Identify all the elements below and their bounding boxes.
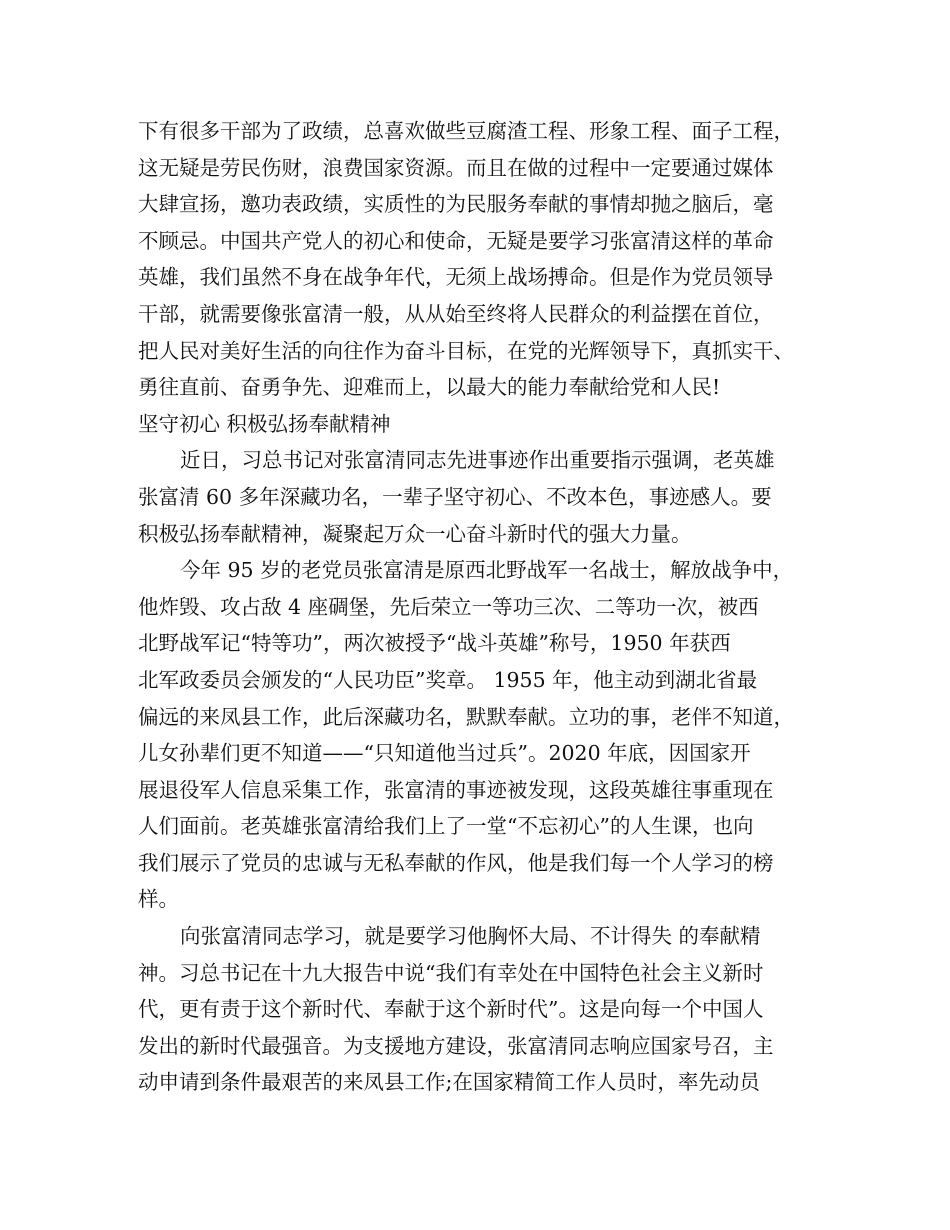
text-line: 张富清 60 多年深藏功名，一辈子坚守初心、不改本色，事迹感人。要 [138, 484, 772, 509]
section-heading: 坚守初心 积极弘扬奉献精神 [138, 411, 391, 436]
text-line: 他炸毁、攻占敌 4 座碉堡，先后荣立一等功三次、二等功一次，被西 [138, 594, 759, 619]
text-line: 人们面前。老英雄张富清给我们上了一堂“不忘初心”的人生课，也向 [138, 814, 754, 839]
text-line: 动申请到条件最艰苦的来凤县工作;在国家精简工作人员时，率先动员 [138, 1070, 760, 1095]
text-line: 发出的新时代最强音。为支援地方建设，张富清同志响应国家号召，主 [138, 1033, 774, 1058]
text-line: 不顾忌。中国共产党人的初心和使命，无疑是要学习张富清这样的革命 [138, 228, 774, 253]
text-line: 英雄，我们虽然不身在战争年代，无须上战场搏命。但是作为党员领导 [138, 265, 774, 290]
text-line: 偏远的来凤县工作，此后深藏功名，默默奉献。立功的事，老伴不知道， [138, 704, 794, 729]
text-line: 神。习总书记在十九大报告中说“我们有幸处在中国特色社会主义新时 [138, 960, 764, 985]
text-line: 北野战军记“特等功”，两次被授予“战斗英雄”称号，1950 年获西 [138, 631, 731, 656]
text-line: 下有很多干部为了政绩，总喜欢做些豆腐渣工程、形象工程、面子工程， [138, 119, 794, 143]
text-line: 我们展示了党员的忠诚与无私奉献的作风，他是我们每一个人学习的榜 [138, 850, 774, 875]
text-line: 近日，习总书记对张富清同志先进事迹作出重要指示强调，老英雄 [180, 448, 775, 473]
text-line: 今年 95 岁的老党员张富清是原西北野战军一名战士，解放战争中， [180, 558, 794, 583]
text-line: 向张富清同志学习，就是要学习他胸怀大局、不计得失 的奉献精 [180, 924, 761, 949]
text-line: 把人民对美好生活的向往作为奋斗目标，在党的光辉领导下，真抓实干、 [138, 338, 794, 363]
text-line: 勇往直前、奋勇争先、迎难而上，以最大的能力奉献给党和人民! [138, 375, 721, 400]
document-page [138, 113, 828, 1101]
text-line: 这无疑是劳民伤财，浪费国家资源。而且在做的过程中一定要通过媒体 [138, 155, 774, 180]
text-line: 代，更有责于这个新时代、奉献于这个新时代”。这是向每一个中国人 [138, 997, 764, 1022]
text-line: 样。 [138, 887, 179, 912]
text-line: 积极弘扬奉献精神，凝聚起万众一心奋斗新时代的强大力量。 [138, 521, 692, 546]
text-line: 北军政委员会颁发的“人民功臣”奖章。 1955 年，他主动到湖北省最 [138, 667, 758, 692]
text-line: 大肆宣扬，邀功表政绩，实质性的为民服务奉献的事情却抛之脑后，毫 [138, 192, 774, 217]
text-line: 干部，就需要像张富清一般，从从始至终将人民群众的利益摆在首位， [138, 301, 774, 326]
text-line: 展退役军人信息采集工作，张富清的事迹被发现，这段英雄往事重现在 [138, 777, 774, 802]
text-line: 儿女孙辈们更不知道——“只知道他当过兵”。2020 年底，因国家开 [138, 741, 751, 766]
